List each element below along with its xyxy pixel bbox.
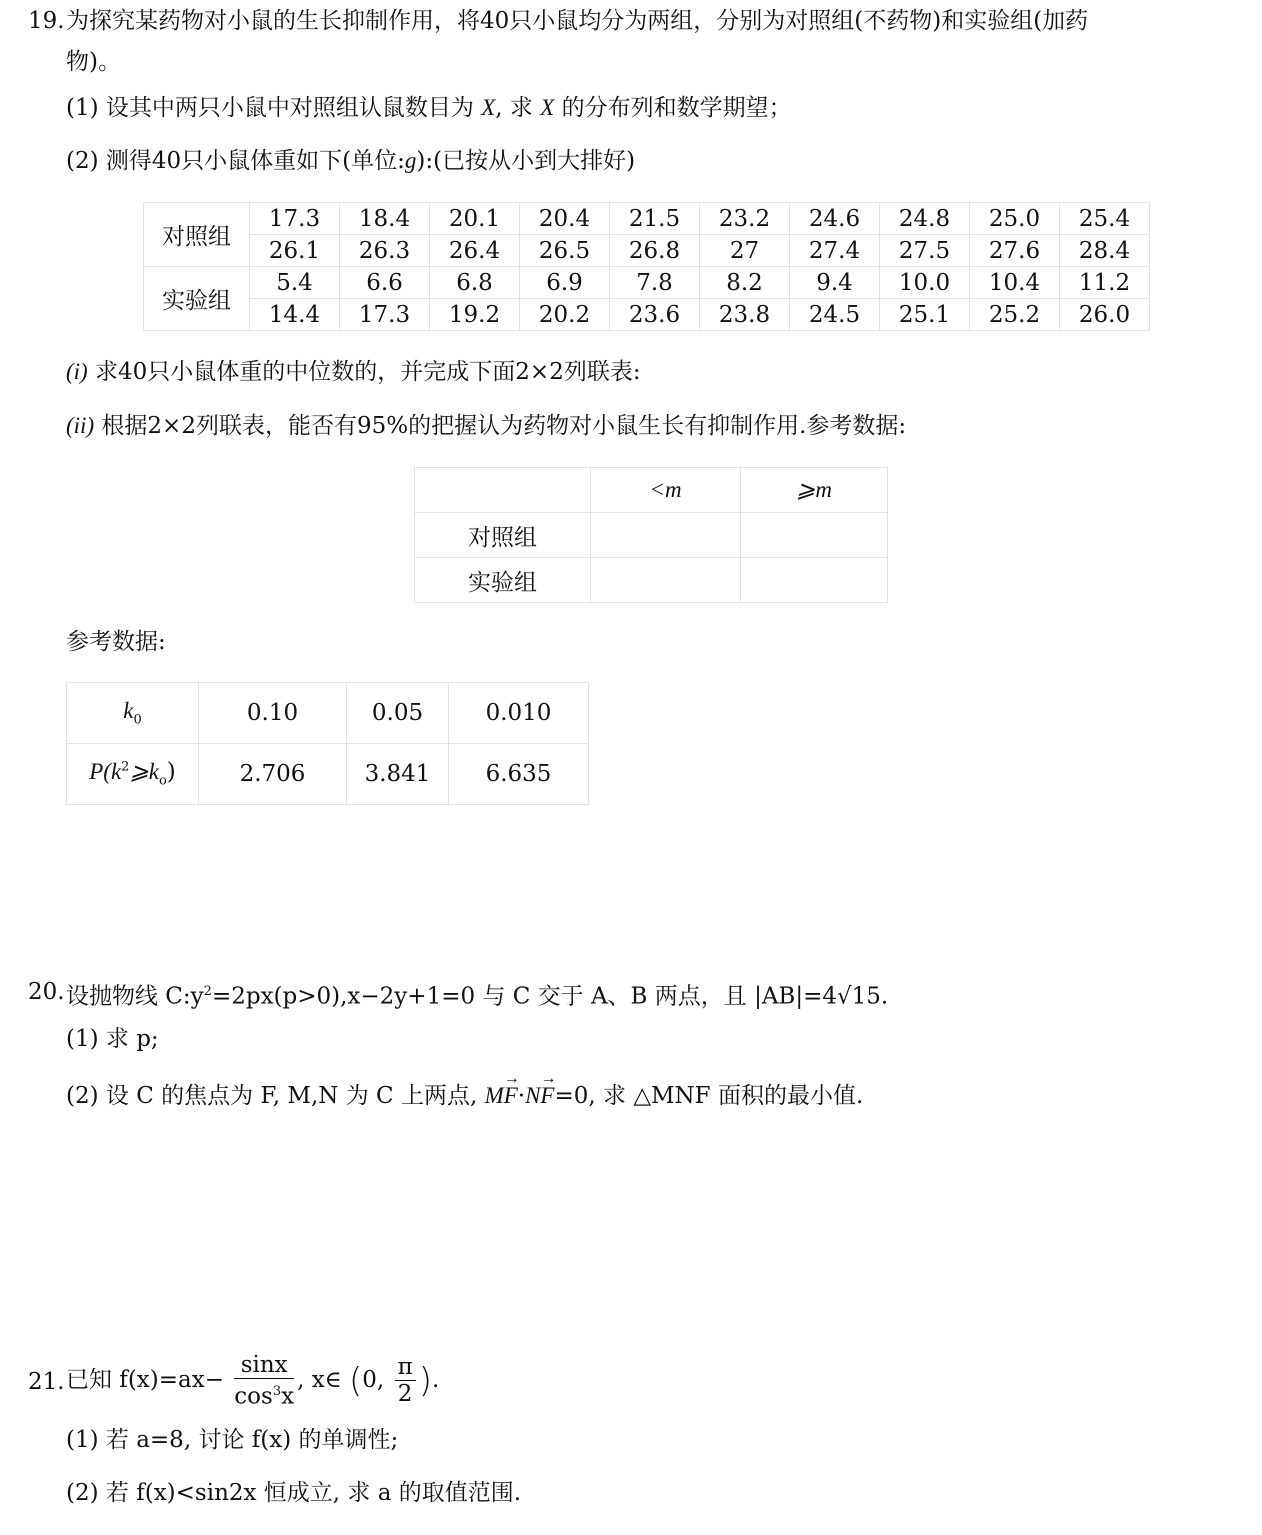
control-row-2 (144, 235, 1150, 267)
q19-part2-text-b: ):(已按从小到大排好) (416, 148, 636, 174)
ref-data-title: 参考数据: (66, 629, 166, 655)
table-cell: 25.2 (970, 299, 1060, 331)
reference-k-row (67, 683, 589, 744)
q19-part1-text-b: , 求 (495, 95, 533, 121)
table-cell: 19.2 (430, 299, 520, 331)
table-cell: 17.3 (250, 203, 340, 235)
p-label-b: ⩾k (129, 759, 159, 785)
experiment-row-1 (144, 267, 1150, 299)
vector-mf: → MF (485, 1081, 518, 1111)
sin-cos-fraction (234, 1352, 294, 1410)
k-label (67, 683, 199, 744)
contingency-cell (741, 513, 888, 558)
col-ge-label: ⩾m (796, 477, 832, 502)
dot-operator: · (517, 1083, 526, 1109)
table-cell: 28.4 (1060, 235, 1150, 267)
pi-fraction (395, 1354, 416, 1407)
table-cell: 2.706 (199, 744, 347, 805)
p-label-sub: o (158, 773, 167, 789)
q19-sub-i (66, 357, 641, 387)
q19-part2-unit: g (404, 148, 417, 173)
control-row-1 (144, 203, 1150, 235)
table-cell: 8.2 (700, 267, 790, 299)
reference-table (66, 682, 589, 805)
q20-part1: (1) 求 p; (66, 1026, 159, 1052)
contingency-row-experiment-label: 实验组 (415, 558, 591, 603)
q20-part2-b: =0, 求 △MNF 面积的最小值. (554, 1083, 864, 1109)
q21-stem (66, 1352, 439, 1410)
table-cell: 6.8 (430, 267, 520, 299)
table-cell: 9.4 (790, 267, 880, 299)
table-cell: 20.1 (430, 203, 520, 235)
denom-cos: cos (234, 1383, 273, 1410)
table-cell: 20.2 (520, 299, 610, 331)
table-cell: 26.5 (520, 235, 610, 267)
vector-nf: → NF (525, 1081, 554, 1111)
k-letter: k (123, 698, 134, 724)
contingency-row-control (415, 513, 888, 558)
table-cell: 10.0 (880, 267, 970, 299)
contingency-corner (415, 468, 591, 513)
q19-part1-var: X (481, 95, 496, 120)
contingency-row-control-label: 对照组 (415, 513, 591, 558)
table-cell: 26.1 (250, 235, 340, 267)
q21-stem-a: 已知 f(x)=ax− (66, 1366, 224, 1393)
pi-denominator: 2 (397, 1381, 413, 1408)
col-lt-label: <m (649, 477, 682, 502)
table-cell: 5.4 (250, 267, 340, 299)
table-cell: 27 (700, 235, 790, 267)
table-cell: 23.6 (610, 299, 700, 331)
q19-stem-line1: 为探究某药物对小鼠的生长抑制作用，将40只小鼠均分为两组，分别为对照组(不药物)和实验组(加药 (66, 8, 1089, 34)
table-cell: 0.05 (347, 683, 449, 744)
table-cell: 3.841 (347, 744, 449, 805)
contingency-header-row (415, 468, 888, 513)
fraction-denominator (234, 1379, 294, 1410)
q19-part1-var2: X (540, 95, 555, 120)
fraction-numerator: sinx (234, 1352, 294, 1379)
q19-part1-text-c: 的分布列和数学期望； (561, 95, 792, 121)
q19-number: 19. (28, 8, 65, 34)
experiment-row-2 (144, 299, 1150, 331)
q19-part1-text-a: (1) 设其中两只小鼠中对照组认鼠数目为 (66, 95, 474, 121)
table-cell: 23.8 (700, 299, 790, 331)
table-cell: 18.4 (340, 203, 430, 235)
k-subscript: 0 (133, 712, 142, 728)
table-cell: 27.5 (880, 235, 970, 267)
table-cell: 26.3 (340, 235, 430, 267)
q19-stem-line2: 物)。 (66, 49, 121, 75)
pi-numerator: π (395, 1354, 416, 1381)
table-cell: 17.3 (340, 299, 430, 331)
table-cell: 25.0 (970, 203, 1060, 235)
q19-sub-i-text: 求40只小鼠体重的中位数的，并完成下面2×2列联表: (87, 359, 641, 385)
table-cell: 23.2 (700, 203, 790, 235)
q21-part1: (1) 若 a=8, 讨论 f(x) 的单调性; (66, 1427, 399, 1453)
contingency-cell (591, 558, 741, 603)
contingency-cell (591, 513, 741, 558)
interval-open-paren: ( (349, 1360, 363, 1401)
experiment-group-label: 实验组 (144, 267, 250, 331)
q20-part2-a: (2) 设 C 的焦点为 F, M,N 为 C 上两点, (66, 1083, 478, 1109)
table-cell: 27.4 (790, 235, 880, 267)
q21-part2: (2) 若 f(x)<sin2x 恒成立, 求 a 的取值范围. (66, 1480, 522, 1506)
q20-stem-sup: 2 (203, 984, 212, 999)
table-cell: 26.0 (1060, 299, 1150, 331)
q19-sub-ii-text: 根据2×2列联表，能否有95%的把握认为药物对小鼠生长有抑制作用.参考数据: (94, 413, 907, 439)
q20-stem-a: 设抛物线 C:y (66, 983, 204, 1010)
table-cell: 24.6 (790, 203, 880, 235)
interval-close-paren: ) (418, 1360, 432, 1401)
table-cell: 0.10 (199, 683, 347, 744)
table-cell: 24.8 (880, 203, 970, 235)
table-cell: 24.5 (790, 299, 880, 331)
table-cell: 20.4 (520, 203, 610, 235)
table-cell: 27.6 (970, 235, 1060, 267)
interval-start: 0, (362, 1366, 385, 1393)
table-cell: 6.9 (520, 267, 610, 299)
table-cell: 26.4 (430, 235, 520, 267)
table-cell: 14.4 (250, 299, 340, 331)
table-cell: 7.8 (610, 267, 700, 299)
q20-number: 20. (28, 979, 65, 1005)
contingency-cell (741, 558, 888, 603)
table-cell: 25.1 (880, 299, 970, 331)
q20-stem-b: =2px(p>0),x−2y+1=0 与 C 交于 A、B 两点，且 |AB|=4√15. (211, 983, 889, 1010)
q19-part1 (66, 93, 792, 123)
weights-table (143, 202, 1150, 331)
table-cell: 6.635 (449, 744, 589, 805)
q19-sub-ii (66, 411, 906, 441)
contingency-col-ge (741, 468, 888, 513)
contingency-table (414, 467, 888, 603)
control-group-label: 对照组 (144, 203, 250, 267)
q19-part2-text-a: (2) 测得40只小鼠体重如下(单位: (66, 148, 405, 174)
q19-sub-ii-label: (ii) (66, 413, 95, 438)
denom-x: x (281, 1383, 295, 1410)
p-label-a: P(k (89, 759, 122, 785)
p-label (67, 744, 199, 805)
q21-stem-b: , x∈ (297, 1366, 342, 1393)
q19-sub-i-label: (i) (66, 359, 88, 384)
q21-stem-end: . (431, 1366, 440, 1393)
contingency-row-experiment (415, 558, 888, 603)
p-label-sup: 2 (121, 759, 130, 775)
table-cell: 0.010 (449, 683, 589, 744)
table-cell: 10.4 (970, 267, 1060, 299)
table-cell: 11.2 (1060, 267, 1150, 299)
q20-part2 (66, 1081, 863, 1111)
contingency-col-lt (591, 468, 741, 513)
table-cell: 25.4 (1060, 203, 1150, 235)
p-label-c: ) (166, 759, 176, 786)
denom-sup: 3 (272, 1384, 282, 1399)
table-cell: 6.6 (340, 267, 430, 299)
q21-number: 21. (28, 1369, 65, 1395)
q19-part2 (66, 146, 635, 176)
table-cell: 21.5 (610, 203, 700, 235)
reference-p-row (67, 744, 589, 805)
table-cell: 26.8 (610, 235, 700, 267)
q20-stem (66, 977, 888, 1012)
